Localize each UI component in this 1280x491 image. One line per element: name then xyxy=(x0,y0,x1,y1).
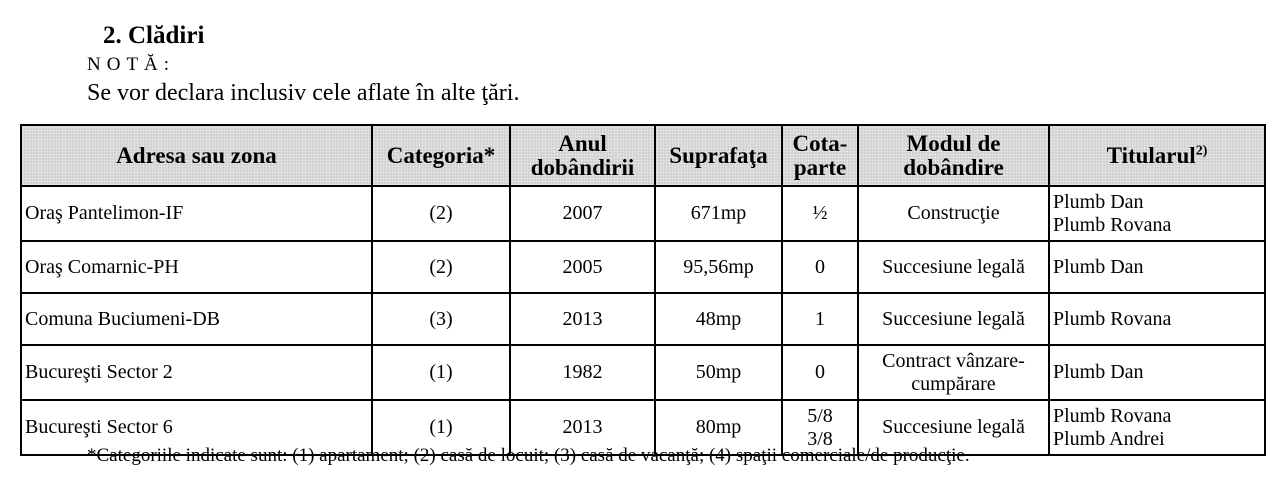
cell-year: 2007 xyxy=(510,186,655,241)
cell-year: 2013 xyxy=(510,293,655,345)
header-category: Categoria* xyxy=(372,125,510,186)
cell-holder: Plumb Rovana Plumb Andrei xyxy=(1049,400,1265,455)
cell-area: 95,56mp xyxy=(655,241,782,293)
cell-holder: Plumb Rovana xyxy=(1049,293,1265,345)
cell-mode: Succesiune legală xyxy=(858,293,1049,345)
cell-area: 50mp xyxy=(655,345,782,400)
table-row xyxy=(21,345,1265,400)
cell-category: (2) xyxy=(372,241,510,293)
cell-share: 1 xyxy=(782,293,858,345)
table-row xyxy=(21,293,1265,345)
note-text: Se vor declara inclusiv cele aflate în alte ţări. xyxy=(87,80,520,106)
cell-address: Bucureşti Sector 2 xyxy=(21,345,372,400)
cell-category: (2) xyxy=(372,186,510,241)
cell-address: Oraş Comarnic-PH xyxy=(21,241,372,293)
cell-mode: Succesiune legală xyxy=(858,241,1049,293)
table-header-row xyxy=(21,125,1265,186)
header-holder: Titularul$^{2)}$ xyxy=(1049,125,1265,186)
header-year: Anul dobândirii xyxy=(510,125,655,186)
cell-year: 2013 xyxy=(510,400,655,455)
cell-year: 2005 xyxy=(510,241,655,293)
cell-category: (1) xyxy=(372,345,510,400)
cell-holder: Plumb Dan xyxy=(1049,345,1265,400)
buildings-table xyxy=(20,124,1266,456)
cell-share: 0 xyxy=(782,241,858,293)
cell-address: Comuna Buciumeni-DB xyxy=(21,293,372,345)
header-address: Adresa sau zona xyxy=(21,125,372,186)
cell-category: (3) xyxy=(372,293,510,345)
header-share: Cota- parte xyxy=(782,125,858,186)
cell-year: 1982 xyxy=(510,345,655,400)
header-area: Suprafaţa xyxy=(655,125,782,186)
cell-share: 0 xyxy=(782,345,858,400)
table-row xyxy=(21,241,1265,293)
header-mode: Modul de dobândire xyxy=(858,125,1049,186)
category-footnote: *Categoriile indicate sunt: (1) apartament; (2) casă de locuit; (3) casă de vacanţă; (4) spaţii comerciale/de producţie. xyxy=(87,445,970,466)
cell-area: 80mp xyxy=(655,400,782,455)
table-row xyxy=(21,186,1265,241)
cell-category: (1) xyxy=(372,400,510,455)
cell-mode: Succesiune legală xyxy=(858,400,1049,455)
cell-area: 48mp xyxy=(655,293,782,345)
cell-share: 5/8 3/8 xyxy=(782,400,858,455)
cell-mode: Construcţie xyxy=(858,186,1049,241)
cell-share: ½ xyxy=(782,186,858,241)
section-title: 2. Clădiri xyxy=(103,22,205,49)
note-label: NOTĂ: xyxy=(87,54,176,75)
cell-address: Bucureşti Sector 6 xyxy=(21,400,372,455)
cell-area: 671mp xyxy=(655,186,782,241)
cell-address: Oraş Pantelimon-IF xyxy=(21,186,372,241)
cell-mode: Contract vânzare- cumpărare xyxy=(858,345,1049,400)
cell-holder: Plumb Dan Plumb Rovana xyxy=(1049,186,1265,241)
cell-holder: Plumb Dan xyxy=(1049,241,1265,293)
